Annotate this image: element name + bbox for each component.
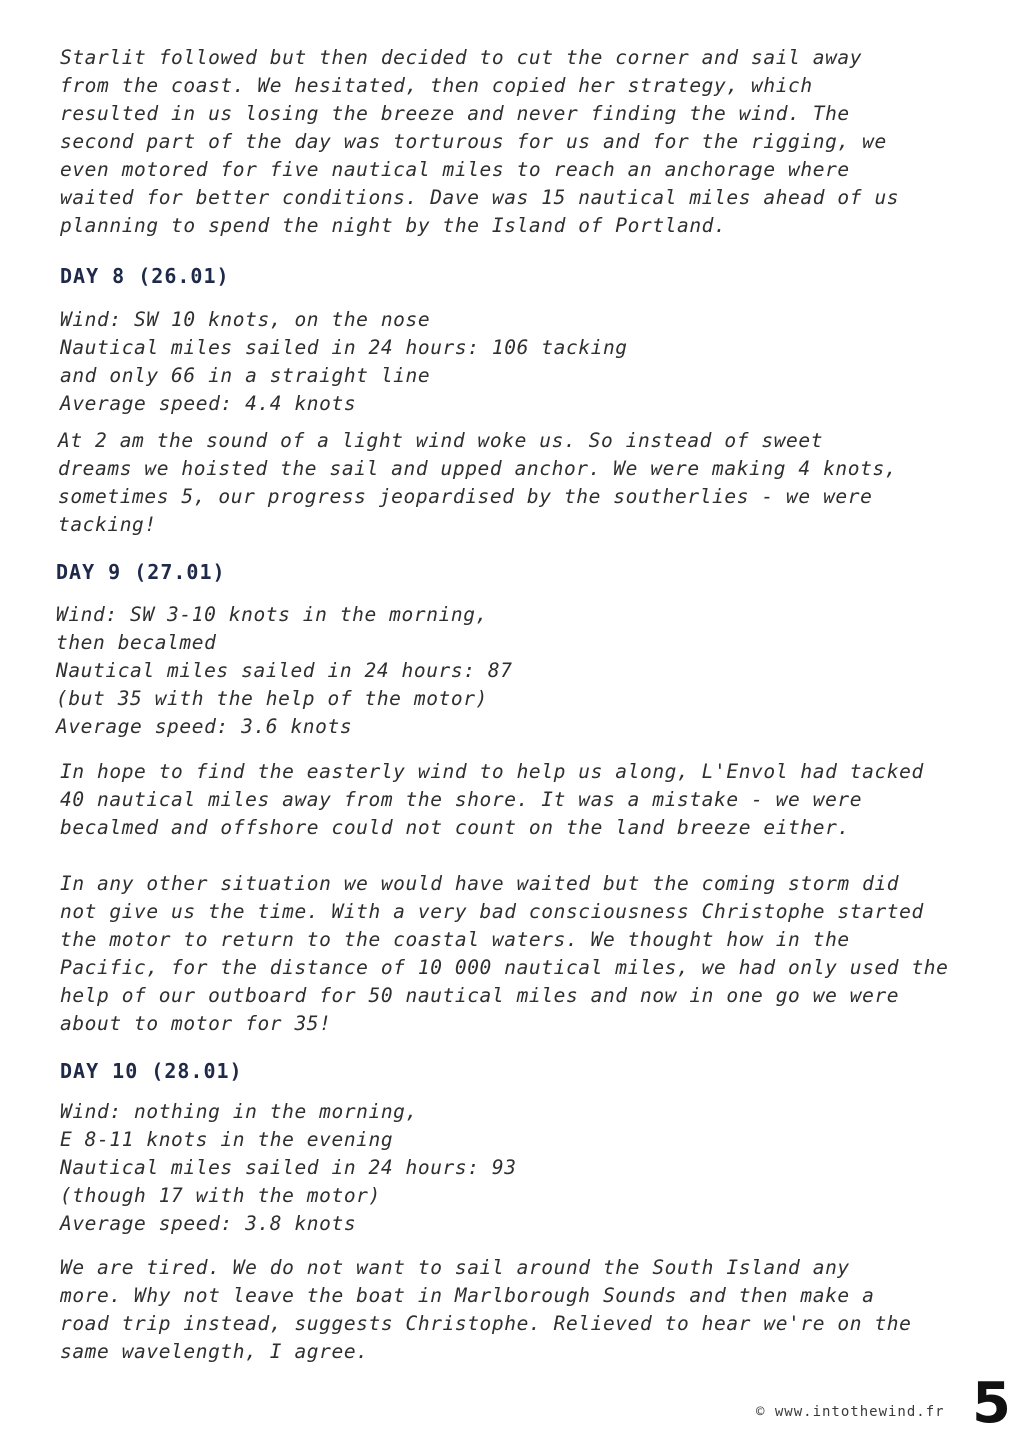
day8-heading: DAY 8 (26.01) [60,264,230,288]
stat-line: (but 35 with the help of the motor) [56,687,488,710]
text-line: At 2 am the sound of a light wind woke us. So instead of sweet [58,429,824,452]
text-line: tacking! [58,513,157,536]
day10-heading: DAY 10 (28.01) [60,1059,243,1083]
stat-line: Wind: nothing in the morning, [60,1100,418,1123]
text-line: Starlit followed but then decided to cut the corner and sail away [60,46,863,69]
text-line: Pacific, for the distance of 10 000 nautical miles, we had only used the [60,956,949,979]
day10-paragraph [60,1254,911,1366]
day9-paragraph-2 [60,870,948,1038]
text-line: resulted in us losing the breeze and never finding the wind. The [60,102,850,125]
text-line: even motored for five nautical miles to reach an anchorage where [60,158,850,181]
stat-line: E 8-11 knots in the evening [60,1128,394,1151]
page-number: 5 [972,1371,1011,1436]
text-line: In hope to find the easterly wind to help us along, L'Envol had tacked [60,760,924,783]
text-line: same wavelength, I agree. [60,1340,369,1363]
text-line: becalmed and offshore could not count on the land breeze either. [60,816,850,839]
text-line: not give us the time. With a very bad consciousness Christophe started [60,900,924,923]
day9-paragraph-1 [60,758,924,842]
text-line: second part of the day was torturous for us and for the rigging, we [60,130,887,153]
stat-line: Nautical miles sailed in 24 hours: 106 tacking [60,336,628,359]
stat-line: Wind: SW 10 knots, on the nose [60,308,431,331]
day9-stats [56,601,513,741]
text-line: planning to spend the night by the Island of Portland. [60,214,727,237]
stat-line: Nautical miles sailed in 24 hours: 87 [56,659,513,682]
stat-line: Nautical miles sailed in 24 hours: 93 [60,1156,517,1179]
text-line: dreams we hoisted the sail and upped anchor. We were making 4 knots, [58,457,898,480]
text-line: the motor to return to the coastal waters. We thought how in the [60,928,850,951]
day10-stats [60,1098,517,1238]
stat-line: Average speed: 3.8 knots [60,1212,357,1235]
day8-paragraph [58,427,897,539]
day8-stats [60,306,628,418]
text-line: more. Why not leave the boat in Marlborough Sounds and then make a [60,1284,875,1307]
stat-line: Average speed: 4.4 knots [60,392,357,415]
stat-line: (though 17 with the motor) [60,1184,381,1207]
stat-line: Wind: SW 3-10 knots in the morning, [56,603,488,626]
text-line: In any other situation we would have waited but the coming storm did [60,872,900,895]
day9-heading: DAY 9 (27.01) [56,560,226,584]
stat-line: and only 66 in a straight line [60,364,431,387]
text-line: We are tired. We do not want to sail around the South Island any [60,1256,850,1279]
text-line: waited for better conditions. Dave was 15 nautical miles ahead of us [60,186,900,209]
footer-credit: © www.intothewind.fr [756,1404,945,1420]
intro-paragraph [60,44,899,240]
stat-line: Average speed: 3.6 knots [56,715,353,738]
text-line: 40 nautical miles away from the shore. It was a mistake - we were [60,788,863,811]
text-line: help of our outboard for 50 nautical miles and now in one go we were [60,984,900,1007]
text-line: road trip instead, suggests Christophe. Relieved to hear we're on the [60,1312,912,1335]
text-line: sometimes 5, our progress jeopardised by the southerlies - we were [58,485,873,508]
text-line: about to motor for 35! [60,1012,332,1035]
stat-line: then becalmed [56,631,217,654]
text-line: from the coast. We hesitated, then copied her strategy, which [60,74,813,97]
